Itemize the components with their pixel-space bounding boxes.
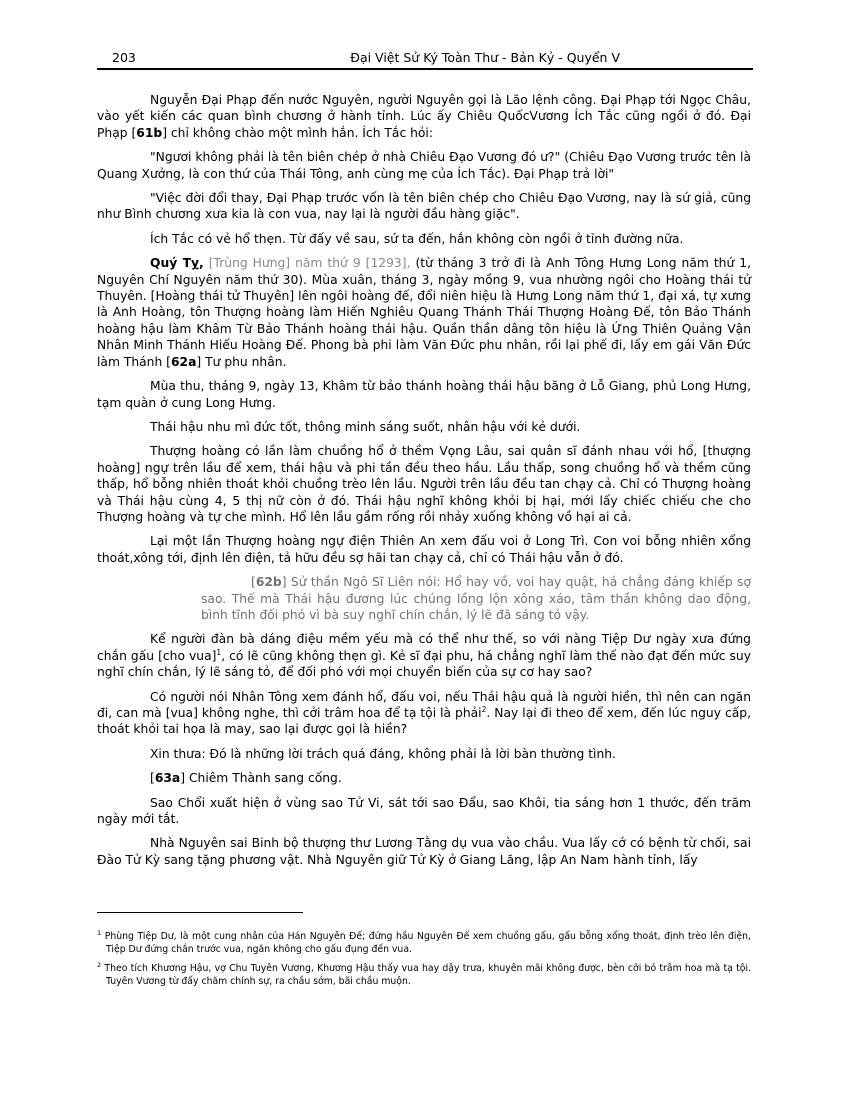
footnote-divider	[97, 912, 303, 913]
paragraph: Kể người đàn bà dáng điệu mềm yếu mà có thể như thế, so với nàng Tiệp Dư ngày xưa đứng chắn gấu [cho vua]$^1$, có lẽ cũng không thẹn gì. Kẻ sĩ đại phu, há chẳng nghĩ làm thế nào đạt đến mức suy nghĩ chín chắn, lý lẽ sáng tỏ, để đối phó với mọi chuyển biến của sự cơ hay sao?	[97, 632, 751, 680]
historian-commentary: [62b] Sử thần Ngô Sĩ Liên nói: Hổ hay vồ, voi hay quật, há chẳng đáng khiếp sợ sao. Thế mà Thái hậu đương lúc chúng lồng lộn xông xáo, tâm thần không dao động, bình tĩnh đối phó vì bà suy nghĩ chín chắn, lý lẽ đã sáng tỏ vậy.	[201, 575, 751, 622]
footnote-number: 2	[97, 960, 102, 969]
paragraph: Thượng hoàng có lần làm chuồng hổ ở thềm Vọng Lâu, sai quân sĩ đánh nhau với hổ, [thượng hoàng] ngự trên lầu để xem, thái hậu và phi tần đều theo hầu. Lầu thấp, song chuồng hổ và thềm cũng thấp, hổ bỗng nhiên thoát khỏi chuồng trèo lên lầu. Người trên lầu đều tan chạy cả. Chỉ có Thượng hoàng và Thái hậu cùng 4, 5 thị nữ còn ở đó. Thái hậu nghĩ không khỏi bị hại, mới lấy chiếc chiếu che cho Thượng hoàng và tự che mình. Hổ lên lầu gầm rống rồi nhảy xuống không vồ hại ai cả.	[97, 444, 751, 524]
paragraph: Ích Tắc có vẻ hổ thẹn. Từ đấy về sau, sứ ta đến, hắn không còn ngồi ở tỉnh đường nữa.	[150, 231, 684, 246]
running-title: Đại Việt Sử Ký Toàn Thư - Bản Kỷ - Quyển V	[350, 50, 620, 65]
era-note: [Trùng Hưng] năm thứ 9 [1293],	[208, 256, 411, 271]
page-header	[97, 50, 753, 68]
body-text	[97, 92, 751, 876]
paragraph: [63a] Chiêm Thành sang cống.	[150, 771, 342, 786]
page-reference: 63a	[154, 771, 181, 786]
header-rule	[97, 68, 753, 70]
paragraph: Quý Tỵ, [Trùng Hưng] năm thứ 9 [1293], (từ tháng 3 trở đi là Anh Tông Hưng Long năm thứ 1, Nguyên Chí Nguyên năm thứ 30). Mùa xuân, tháng 3, ngày mồng 9, vua nhường ngôi cho Hoàng thái tử Thuyên. [Hoàng thái tử Thuyên] lên ngôi hoàng đế, đổi niên hiệu là Hưng Long năm thứ 1, đại xá, tự xưng là Anh Hoàng, tôn Thượng hoàng làm Hiến Nghiêu Quang Thánh Thái Thượng Hoàng Đế, tôn Bảo Thánh hoàng hậu làm Khâm Từ Bảo Thánh hoàng thái hậu. Quần thần dâng tôn hiệu là Ứng Thiên Quảng Vận Nhân Minh Thánh Hiếu Hoàng Đế. Phong bà phi làm Văn Đức phu nhân, rồi lại phế đi, lấy em gái Văn Đức làm Thánh [62a] Tư phu nhân.	[97, 256, 751, 369]
paragraph: Thái hậu nhu mì đức tốt, thông minh sáng suốt, nhân hậu với kẻ dưới.	[150, 419, 581, 434]
footnote-number: 1	[97, 928, 102, 937]
paragraph: Nhà Nguyên sai Binh bộ thượng thư Lương Tằng dụ vua vào chầu. Vua lấy cớ có bệnh từ chối, sai Đào Tử Kỳ sang tặng phương vật. Nhà Nguyên giữ Tử Kỳ ở Giang Lăng, lập An Nam hành tỉnh, lấy	[97, 836, 751, 867]
paragraph: Xin thưa: Đó là những lời trách quá đáng, không phải là lời bàn thường tình.	[150, 746, 616, 761]
page-reference: 62b	[255, 575, 282, 590]
footnote-marker[interactable]: 1	[216, 647, 222, 657]
footnotes	[97, 930, 751, 994]
year-heading: Quý Tỵ,	[150, 256, 204, 271]
paragraph: Lại một lần Thượng hoàng ngự điện Thiên An xem đấu voi ở Long Trì. Con voi bỗng nhiên xổng thoát,xông tới, định lên điện, tả hữu đều sợ hãi tan chạy cả, chỉ có Thái hậu vẫn ở đó.	[97, 534, 751, 565]
footnote-marker[interactable]: 2	[481, 704, 487, 714]
footnote: $^2$ Theo tích Khương Hậu, vợ Chu Tuyên Vương, Khương Hậu thấy vua hay dậy trưa, khuyên mãi không được, bèn cởi bỏ trâm hoa mà tạ tội. Tuyên Vương từ đấy chăm chính sự, ra chầu sớm, bãi chầu muộn.	[97, 960, 751, 987]
paragraph: "Ngươi không phải là tên biên chép ở nhà Chiêu Đạo Vương đó ư?" (Chiêu Đạo Vương trước tên là Quang Xưởng, là con thứ của Thái Tông, anh cùng mẹ của Ích Tắc). Đại Phạp trả lời"	[97, 150, 751, 181]
page-number: 203	[112, 50, 136, 65]
paragraph: Có người nói Nhân Tông xem đánh hổ, đấu voi, nếu Thái hậu quả là người hiền, thì nên can ngăn đi, can mà [vua] không nghe, thì cởi trâm hoa để tạ tội là phải$^2$. Nay lại đi theo để xem, đến lúc nguy cấp, thoát khỏi tai họa là may, sao lại được gọi là hiền?	[97, 689, 751, 737]
page-reference: 61b	[136, 125, 163, 140]
paragraph: "Việc đời đổi thay, Đại Phạp trước vốn là tên biên chép cho Chiêu Đạo Vương, nay là sứ giả, cũng như Bình chương xưa kia là con vua, nay lại là người đầu hàng giặc".	[97, 191, 751, 222]
page-reference: 62a	[170, 354, 197, 369]
paragraph: Mùa thu, tháng 9, ngày 13, Khâm từ bảo thánh hoàng thái hậu băng ở Lỗ Giang, phủ Long Hưng, tạm quàn ở cung Long Hưng.	[97, 379, 751, 410]
paragraph: Nguyễn Đại Phạp đến nước Nguyên, người Nguyên gọi là Lão lệnh công. Đại Phạp tới Ngọc Châu, vào yết kiến các quan bình chương ở hành tỉnh. Lúc ấy Chiêu QuốcVương Ích Tắc cũng ngồi ở đó. Đại Phạp [61b] chỉ không chào một mình hắn. Ích Tắc hỏi:	[97, 93, 751, 140]
paragraph: Sao Chổi xuất hiện ở vùng sao Tử Vi, sát tới sao Đẩu, sao Khôi, tia sáng hơn 1 thước, đến trăm ngày mới tắt.	[97, 795, 751, 827]
footnote: $^1$ Phùng Tiệp Dư, là một cung nhân của Hán Nguyên Đế; đứng hầu Nguyên Đế xem chuồng gấu, gấu bỗng xổng thoát, định trèo lên điện, Tiệp Dư đứng chắn trước vua, ngăn không cho gấu đụng đến vua.	[97, 928, 751, 955]
